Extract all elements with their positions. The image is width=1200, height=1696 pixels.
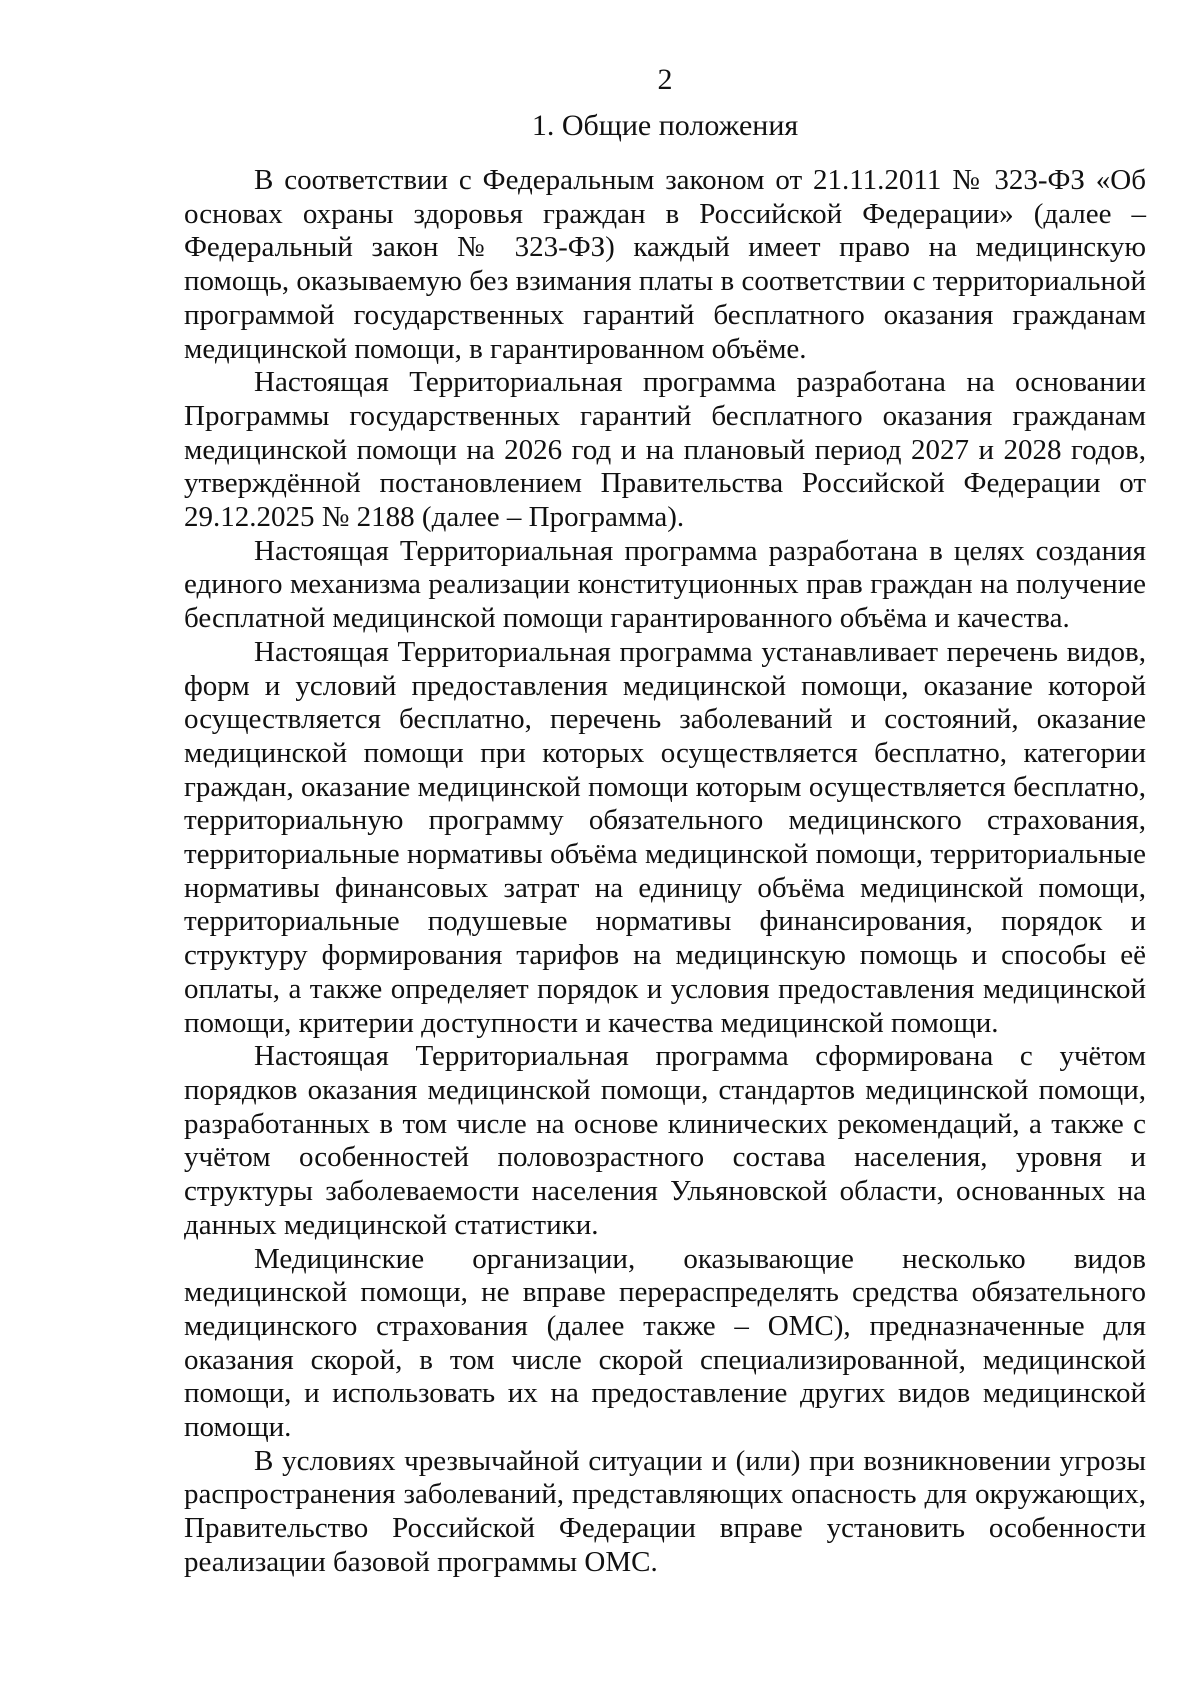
paragraph-program-scope: Настоящая Территориальная программа устанавливает перечень видов, форм и условий предоставления медицинской помощи, оказание которой осуществляется бесплатно, перечень заболеваний и состояний, оказание медицинской помощи при которых осуществляется бесплатно, категории граждан, оказание медицинской помощи которым осуществляется бесплатно, территориальную программу обязательного медицинского страхования, территориальные нормативы объёма медицинской помощи, территориальные нормативы финансовых затрат на единицу объёма медицинской помощи, территориальные подушевые нормативы финансирования, порядок и структуру формирования тарифов на медицинскую помощь и способы её оплаты, а также определяет порядок и условия предоставления медицинской помощи, критерии доступности и качества медицинской помощи. bbox=[184, 635, 1146, 1039]
paragraph-program-formation: Настоящая Территориальная программа сформирована с учётом порядков оказания медицинской помощи, стандартов медицинской помощи, разработанных в том числе на основе клинических рекомендаций, а также с учётом особенностей половозрастного состава населения, уровня и структуры заболеваемости населения Ульяновской области, основанных на данных медицинской статистики. bbox=[184, 1040, 1146, 1241]
paragraph-medical-organizations: Медицинские организации, оказывающие несколько видов медицинской помощи, не вправе перераспределять средства обязательного медицинского страхования (далее также – ОМС), предназначенные для оказания скорой, в том числе скорой специализированной, медицинской помощи, и использовать их на предоставление других видов медицинской помощи. bbox=[184, 1242, 1146, 1444]
body-text bbox=[184, 164, 1146, 1580]
page-number: 2 bbox=[657, 63, 673, 96]
section-title: 1. Общие положения bbox=[531, 109, 799, 142]
paragraph-program-basis: Настоящая Территориальная программа разработана на основании Программы государственных гарантий бесплатного оказания гражданам медицинской помощи на 2026 год и на плановый период 2027 и 2028 годов, утверждённой постановлением Правительства Российской Федерации от 29.12.2025 № 2188 (далее – Программа). bbox=[184, 366, 1146, 534]
paragraph-emergency-conditions: В условиях чрезвычайной ситуации и (или) при возникновении угрозы распространения заболеваний, представляющих опасность для окружающих, Правительство Российской Федерации вправе установить особенности реализации базовой программы ОМС. bbox=[184, 1444, 1146, 1578]
paragraph-program-purpose: Настоящая Территориальная программа разработана в целях создания единого механизма реализации конституционных прав граждан на получение бесплатной медицинской помощи гарантированного объёма и качества. bbox=[184, 534, 1146, 635]
paragraph-federal-law: В соответствии с Федеральным законом от 21.11.2011 № 323-ФЗ «Об основах охраны здоровья граждан в Российской Федерации» (далее – Федеральный закон № 323-ФЗ) каждый имеет право на медицинскую помощь, оказываемую без взимания платы в соответствии с территориальной программой государственных гарантий бесплатного оказания гражданам медицинской помощи, в гарантированном объёме. bbox=[184, 164, 1146, 365]
